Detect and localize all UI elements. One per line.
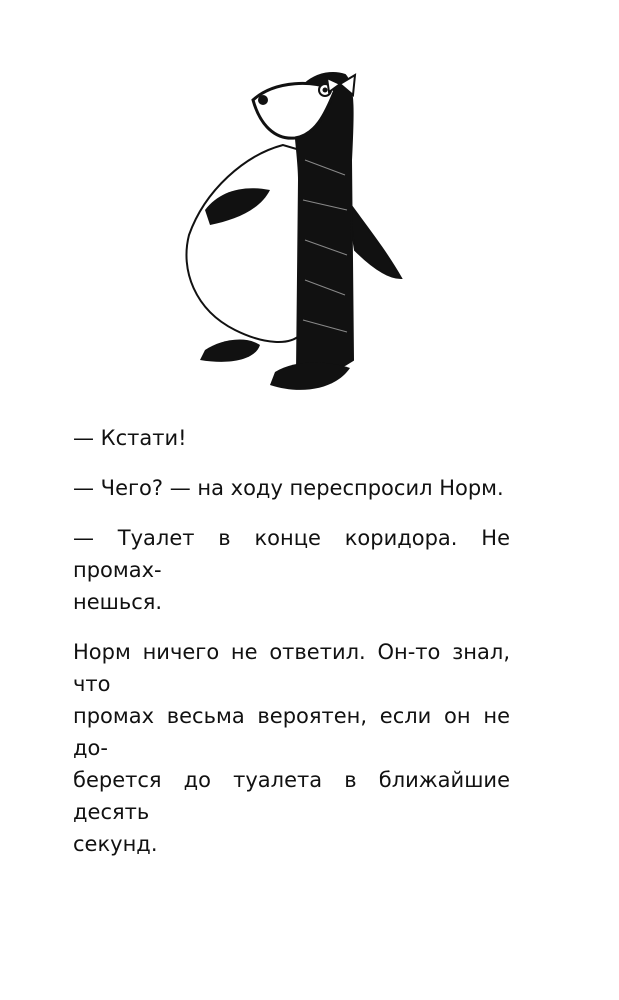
penguin-right-foot	[270, 362, 350, 390]
story-text	[73, 422, 510, 860]
text-line: — Кстати!	[73, 426, 187, 450]
paragraph-4	[73, 636, 510, 860]
paragraph-3	[73, 522, 510, 618]
paragraph-2	[73, 472, 510, 504]
text-line: берется до туалета в ближайшие десять	[73, 768, 510, 824]
penguin-back-wing	[347, 200, 401, 278]
penguin-illustration	[175, 60, 415, 410]
penguin-left-foot	[200, 340, 260, 362]
penguin-belly	[186, 145, 300, 342]
text-line: Норм ничего не ответил. Он-то знал, что	[73, 640, 510, 696]
paragraph-1	[73, 422, 510, 454]
text-line: — Чего? — на ходу переспросил Норм.	[73, 476, 504, 500]
penguin-nostril	[258, 95, 268, 105]
text-line: — Туалет в конце коридора. Не промах-	[73, 526, 510, 582]
text-line: промах весьма вероятен, если он не до-	[73, 704, 510, 760]
text-line: секунд.	[73, 832, 158, 856]
text-line: нешься.	[73, 590, 163, 614]
